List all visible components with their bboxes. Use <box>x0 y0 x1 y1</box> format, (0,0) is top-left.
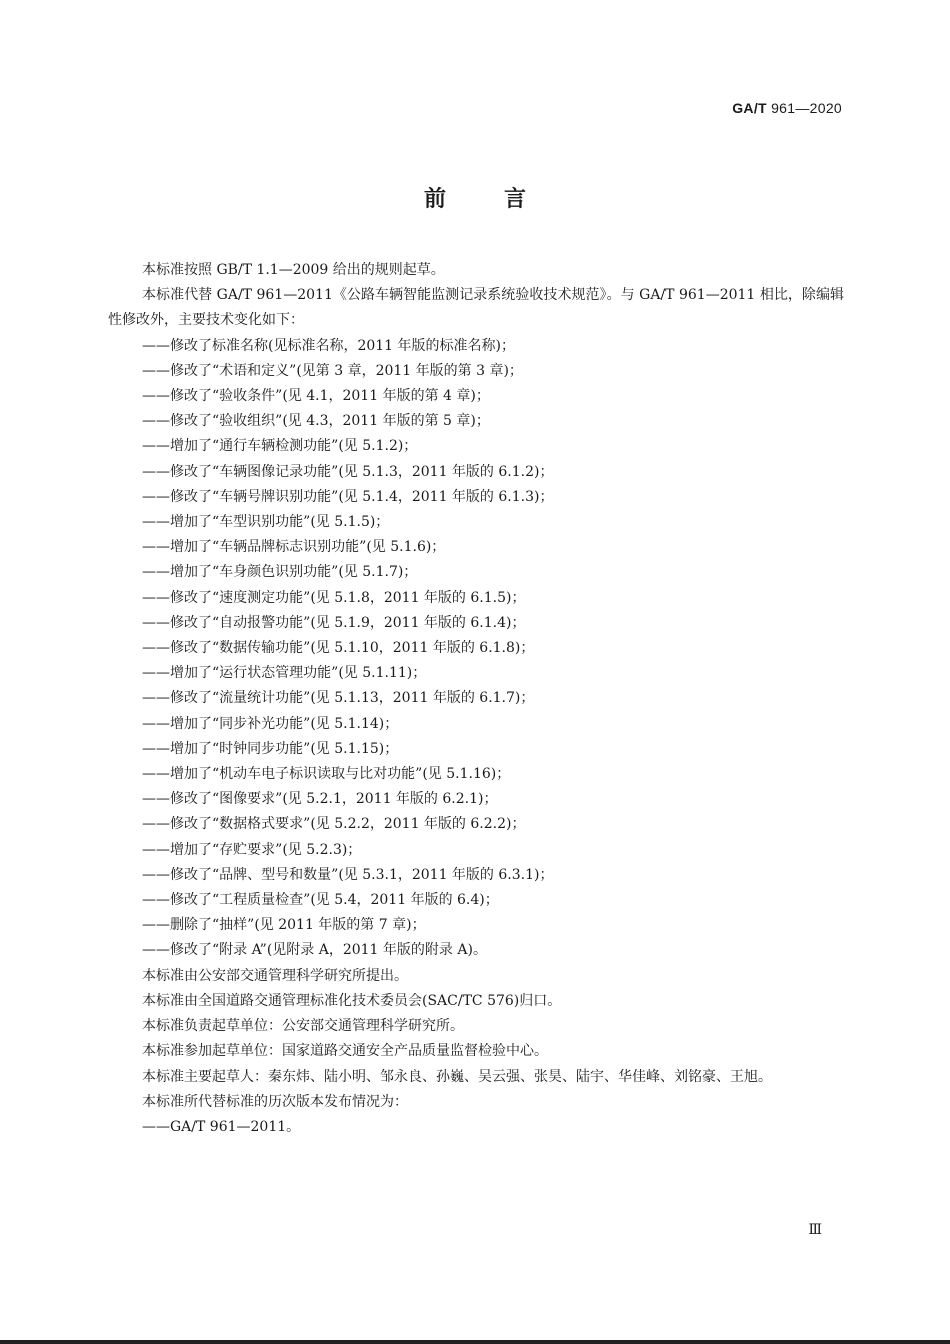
change-item: ——增加了“存贮要求”(见 5.2.3)； <box>142 841 362 858</box>
change-item: ——修改了标准名称(见标准名称，2011 年版的标准名称)； <box>142 337 516 354</box>
intro-paragraph: 本标准按照 GB/T 1.1—2009 给出的规则起草。 <box>142 262 445 278</box>
change-item: ——增加了“车身颜色识别功能”(见 5.1.7)； <box>142 564 418 581</box>
change-item: ——修改了“验收组织”(见 4.3，2011 年版的第 5 章)； <box>142 413 490 430</box>
intro-paragraph: 本标准代替 GA/T 961—2011《公路车辆智能监测记录系统验收技术规范》。与 GA/T 961—2011 相比，除编辑性修改外，主要技术变化如下： <box>108 287 844 329</box>
change-item: ——增加了“通行车辆检测功能”(见 5.1.2)； <box>142 438 418 455</box>
outro-paragraph: 本标准所代替标准的历次版本发布情况为： <box>142 1093 408 1110</box>
outro-paragraph: 本标准由公安部交通管理科学研究所提出。 <box>142 967 408 984</box>
standard-code <box>732 100 842 116</box>
change-item: ——修改了“数据格式要求”(见 5.2.2，2011 年版的 6.2.2)； <box>142 816 526 833</box>
change-item: ——修改了“车辆图像记录功能”(见 5.1.3，2011 年版的 6.1.2)； <box>142 463 554 480</box>
change-item: ——增加了“运行状态管理功能”(见 5.1.11)； <box>142 665 427 682</box>
change-item: ——增加了“时钟同步功能”(见 5.1.15)； <box>142 740 399 757</box>
change-item: ——修改了“品牌、型号和数量”(见 5.3.1，2011 年版的 6.3.1)； <box>142 866 554 883</box>
change-item: ——修改了“自动报警功能”(见 5.1.9，2011 年版的 6.1.4)； <box>142 614 526 631</box>
outro-paragraph: 本标准参加起草单位：国家道路交通安全产品质量监督检验中心。 <box>142 1043 548 1060</box>
change-item: ——增加了“同步补光功能”(见 5.1.14)； <box>142 715 399 732</box>
change-item: ——增加了“车辆品牌标志识别功能”(见 5.1.6)； <box>142 539 446 556</box>
outro-paragraph: 本标准负责起草单位：公安部交通管理科学研究所。 <box>142 1018 464 1035</box>
change-item: ——修改了“数据传输功能”(见 5.1.10，2011 年版的 6.1.8)； <box>142 640 535 657</box>
change-item: ——删除了“抽样”(见 2011 年版的第 7 章)； <box>142 917 426 934</box>
standard-org: GA/T <box>732 100 767 116</box>
change-item: ——修改了“术语和定义”(见第 3 章，2011 年版的第 3 章)； <box>142 362 523 379</box>
history-item: ——GA/T 961—2011。 <box>142 1118 301 1135</box>
page-title: 前言 <box>423 187 584 212</box>
change-item: ——修改了“工程质量检查”(见 5.4，2011 年版的 6.4)； <box>142 892 499 909</box>
outro-paragraph: 本标准由全国道路交通管理标准化技术委员会(SAC/TC 576)归口。 <box>142 992 562 1009</box>
change-item: ——修改了“附录 A”(见附录 A，2011 年版的附录 A)。 <box>142 942 487 959</box>
change-item: ——修改了“图像要求”(见 5.2.1，2011 年版的 6.2.1)； <box>142 791 498 808</box>
page-number: Ⅲ <box>808 1222 822 1238</box>
change-item: ——增加了“机动车电子标识读取与比对功能”(见 5.1.16)； <box>142 766 511 783</box>
standard-number: 961—2020 <box>771 100 842 116</box>
document-body <box>108 258 844 1140</box>
change-item: ——增加了“车型识别功能”(见 5.1.5)； <box>142 514 390 531</box>
bottom-rule <box>0 1340 950 1344</box>
change-item: ——修改了“车辆号牌识别功能”(见 5.1.4，2011 年版的 6.1.3)； <box>142 488 554 505</box>
change-item: ——修改了“验收条件”(见 4.1，2011 年版的第 4 章)； <box>142 388 490 405</box>
outro-paragraph: 本标准主要起草人：秦东炜、陆小明、邹永良、孙巍、吴云强、张昊、陆宇、华佳峰、刘铭豪、王旭。 <box>142 1068 772 1085</box>
change-item: ——修改了“流量统计功能”(见 5.1.13，2011 年版的 6.1.7)； <box>142 690 535 707</box>
change-item: ——修改了“速度测定功能”(见 5.1.8，2011 年版的 6.1.5)； <box>142 589 526 606</box>
